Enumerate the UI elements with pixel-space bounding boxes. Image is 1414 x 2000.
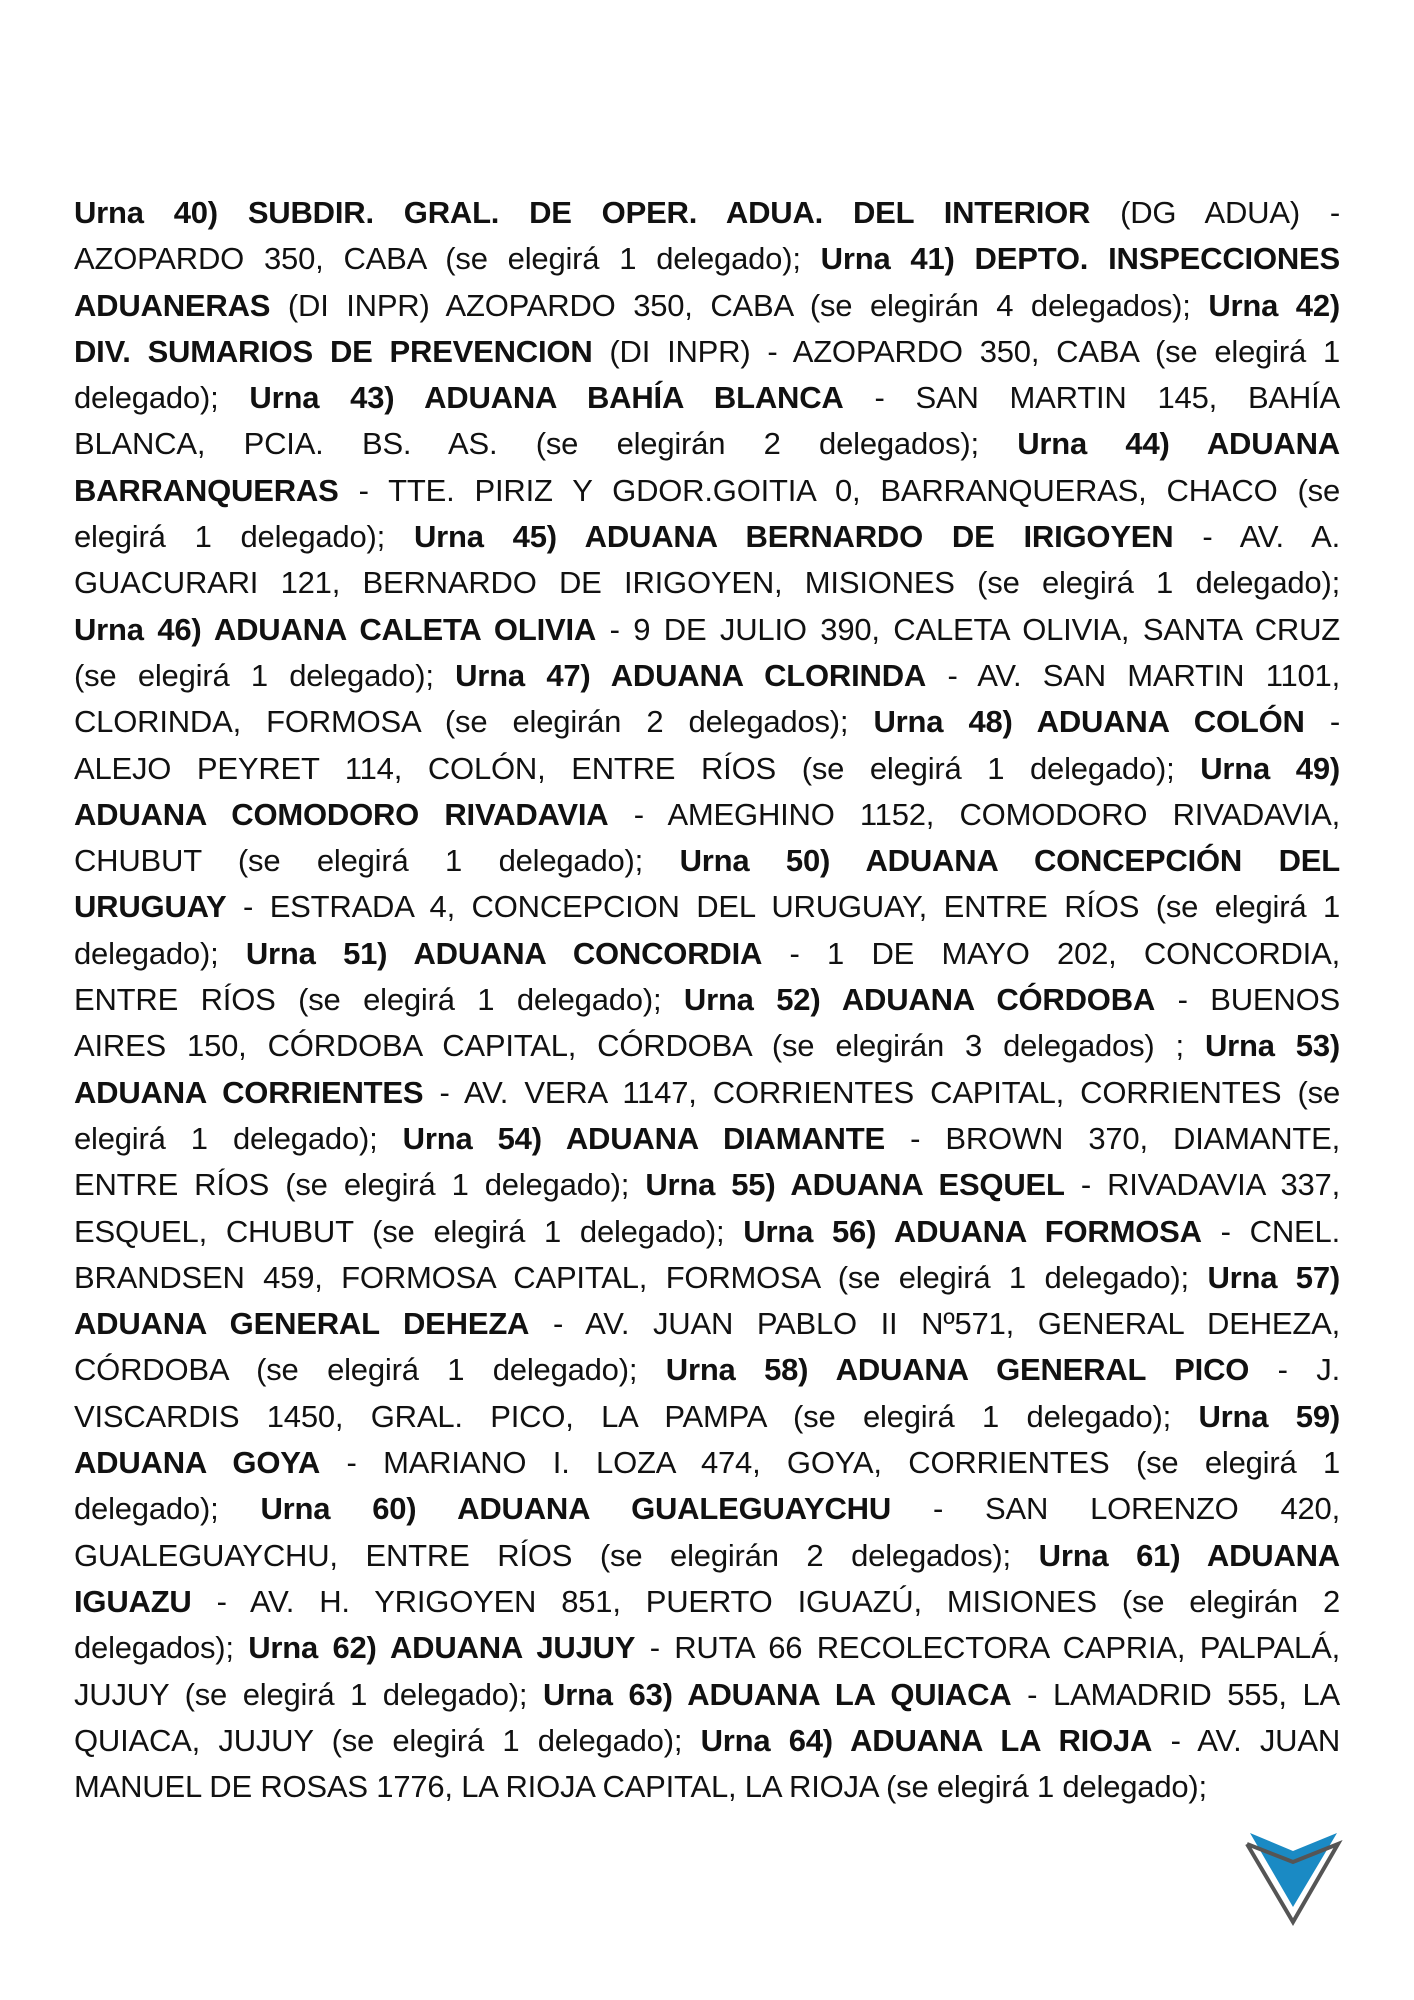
text-line	[74, 283, 1340, 329]
address-text: - SAN LORENZO 420,	[891, 1491, 1340, 1527]
text-line	[74, 1162, 1340, 1208]
text-line	[74, 329, 1340, 375]
text-line	[74, 1116, 1340, 1162]
address-text: - SAN MARTIN 145, BAHÍA	[843, 380, 1340, 416]
urna-heading-text: BARRANQUERAS	[74, 472, 339, 508]
address-text: QUIACA, JUJUY (se elegirá 1 delegado);	[74, 1722, 701, 1758]
urna-heading-text: Urna 61) ADUANA	[1038, 1537, 1340, 1573]
address-text: - 1 DE MAYO 202, CONCORDIA,	[762, 935, 1340, 971]
text-line	[74, 792, 1340, 838]
address-text: - RUTA 66 RECOLECTORA CAPRIA, PALPALÁ,	[635, 1630, 1340, 1666]
text-line	[74, 1301, 1340, 1347]
text-line	[74, 1764, 1340, 1810]
text-line	[74, 468, 1340, 514]
urna-heading-text: ADUANA GENERAL DEHEZA	[74, 1306, 530, 1342]
address-text: - TTE. PIRIZ Y GDOR.GOITIA 0, BARRANQUERAS, CHACO (se	[338, 472, 1340, 508]
chevron-logo-icon	[1238, 1826, 1348, 1931]
address-text: - MARIANO I. LOZA 474, GOYA, CORRIENTES (se elegirá 1	[320, 1445, 1340, 1481]
urna-heading-text: Urna 57)	[1207, 1259, 1340, 1295]
text-line	[74, 1347, 1340, 1393]
address-text: delegados);	[74, 1630, 249, 1666]
text-line	[74, 699, 1340, 745]
urna-heading-text: Urna 40) SUBDIR. GRAL. DE OPER. ADUA. DEL INTERIOR	[74, 195, 1091, 230]
text-line	[74, 190, 1340, 236]
urna-heading-text: Urna 63) ADUANA LA QUIACA	[543, 1676, 1012, 1712]
address-text: BRANDSEN 459, FORMOSA CAPITAL, FORMOSA (se elegirá 1 delegado);	[74, 1259, 1208, 1295]
text-line	[74, 1718, 1340, 1764]
address-text: VISCARDIS 1450, GRAL. PICO, LA PAMPA (se elegirá 1 delegado);	[74, 1398, 1199, 1434]
text-line	[74, 375, 1340, 421]
urna-heading-text: ADUANA COMODORO RIVADAVIA	[74, 796, 609, 832]
text-line	[74, 1486, 1340, 1532]
address-text: delegado);	[74, 1491, 261, 1527]
urna-heading-text: Urna 54) ADUANA DIAMANTE	[402, 1120, 885, 1156]
urna-heading-text: Urna 52) ADUANA CÓRDOBA	[683, 982, 1156, 1018]
text-line	[74, 607, 1340, 653]
address-text: (se elegirá 1 delegado);	[74, 657, 456, 693]
address-text: MANUEL DE ROSAS 1776, LA RIOJA CAPITAL, LA RIOJA (se elegirá 1 delegado);	[74, 1769, 1207, 1805]
urna-heading-text: Urna 46) ADUANA CALETA OLIVIA	[74, 611, 597, 647]
text-line	[74, 1394, 1340, 1440]
address-text: elegirá 1 delegado);	[74, 1120, 403, 1156]
address-text: GUACURARI 121, BERNARDO DE IRIGOYEN, MISIONES (se elegirá 1 delegado);	[74, 565, 1340, 601]
address-text: CÓRDOBA (se elegirá 1 delegado);	[74, 1352, 666, 1388]
text-line	[74, 1070, 1340, 1116]
urna-heading-text: Urna 62) ADUANA JUJUY	[248, 1630, 636, 1666]
urna-heading-text: ADUANA CORRIENTES	[74, 1074, 424, 1110]
urna-heading-text: Urna 47) ADUANA CLORINDA	[455, 657, 927, 693]
urna-heading-text: Urna 49)	[1200, 750, 1340, 786]
urna-heading-text: Urna 55) ADUANA ESQUEL	[645, 1167, 1065, 1203]
urna-heading-text: Urna 50) ADUANA CONCEPCIÓN DEL	[679, 843, 1340, 879]
address-text: (DI INPR) AZOPARDO 350, CABA (se elegirán 4 delegados);	[270, 287, 1209, 323]
urna-heading-text: Urna 42)	[1208, 287, 1340, 323]
urna-heading-text: Urna 43) ADUANA BAHÍA BLANCA	[249, 380, 844, 416]
text-line	[74, 1255, 1340, 1301]
urna-heading-text: ADUANA GOYA	[74, 1445, 321, 1481]
text-line	[74, 1625, 1340, 1671]
text-line	[74, 1209, 1340, 1255]
address-text: ENTRE RÍOS (se elegirá 1 delegado);	[74, 982, 684, 1018]
text-line	[74, 838, 1340, 884]
text-line	[74, 653, 1340, 699]
urna-heading-text: Urna 44) ADUANA	[1017, 426, 1340, 462]
text-line	[74, 1533, 1340, 1579]
urna-heading-text: Urna 59)	[1198, 1398, 1340, 1434]
address-text: - AV. JUAN	[1152, 1722, 1341, 1758]
text-line	[74, 1440, 1340, 1486]
text-line	[74, 1672, 1340, 1718]
address-text: - AV. JUAN PABLO II Nº571, GENERAL DEHEZA,	[529, 1306, 1341, 1342]
urna-heading-text: ADUANERAS	[74, 287, 271, 323]
address-text: AIRES 150, CÓRDOBA CAPITAL, CÓRDOBA (se elegirán 3 delegados) ;	[74, 1028, 1205, 1064]
text-line	[74, 1023, 1340, 1069]
address-text: ENTRE RÍOS (se elegirá 1 delegado);	[74, 1167, 646, 1203]
address-text: AZOPARDO 350, CABA (se elegirá 1 delegado);	[74, 241, 821, 277]
address-text: delegado);	[74, 935, 246, 971]
address-text: - BUENOS	[1155, 982, 1340, 1018]
address-text: - AV. H. YRIGOYEN 851, PUERTO IGUAZÚ, MISIONES (se elegirán 2	[191, 1583, 1340, 1619]
urna-heading-text: URUGUAY	[74, 889, 227, 925]
text-line	[74, 884, 1340, 930]
text-line	[74, 236, 1340, 282]
urna-heading-text: Urna 60) ADUANA GUALEGUAYCHU	[260, 1491, 892, 1527]
address-text: - AV. VERA 1147, CORRIENTES CAPITAL, CORRIENTES (se	[423, 1074, 1340, 1110]
address-text: -	[1304, 704, 1340, 740]
text-line	[74, 421, 1340, 467]
address-text: BLANCA, PCIA. BS. AS. (se elegirán 2 delegados);	[74, 426, 1018, 462]
address-text: elegirá 1 delegado);	[74, 519, 414, 555]
address-text: - RIVADAVIA 337,	[1064, 1167, 1340, 1203]
address-text: CHUBUT (se elegirá 1 delegado);	[74, 843, 680, 879]
urna-heading-text: Urna 45) ADUANA BERNARDO DE IRIGOYEN	[413, 519, 1174, 555]
address-text: delegado);	[74, 380, 250, 416]
address-text: - 9 DE JULIO 390, CALETA OLIVIA, SANTA CRUZ	[596, 611, 1340, 647]
urna-heading-text: IGUAZU	[74, 1583, 192, 1619]
text-line	[74, 1579, 1340, 1625]
urna-heading-text: Urna 58) ADUANA GENERAL PICO	[665, 1352, 1250, 1388]
text-line	[74, 514, 1340, 560]
address-text: JUJUY (se elegirá 1 delegado);	[74, 1676, 544, 1712]
address-text: - AMEGHINO 1152, COMODORO RIVADAVIA,	[608, 796, 1340, 832]
address-text: - ESTRADA 4, CONCEPCION DEL URUGUAY, ENTRE RÍOS (se elegirá 1	[226, 889, 1340, 925]
urna-heading-text: Urna 48) ADUANA COLÓN	[873, 704, 1305, 740]
address-text: - J.	[1249, 1352, 1341, 1388]
address-text: GUALEGUAYCHU, ENTRE RÍOS (se elegirán 2 delegados);	[74, 1537, 1039, 1573]
urna-heading-text: DIV. SUMARIOS DE PREVENCION	[74, 333, 593, 369]
text-line	[74, 931, 1340, 977]
text-line	[74, 560, 1340, 606]
urna-heading-text: Urna 56) ADUANA FORMOSA	[743, 1213, 1202, 1249]
urna-heading-text: Urna 53)	[1204, 1028, 1341, 1064]
address-text: - LAMADRID 555, LA	[1011, 1676, 1341, 1712]
text-line	[74, 977, 1340, 1023]
address-text: ALEJO PEYRET 114, COLÓN, ENTRE RÍOS (se elegirá 1 delegado);	[74, 750, 1201, 786]
urna-heading-text: Urna 51) ADUANA CONCORDIA	[245, 935, 763, 971]
address-text: ESQUEL, CHUBUT (se elegirá 1 delegado);	[74, 1213, 744, 1249]
text-line	[74, 746, 1340, 792]
body-paragraph	[74, 190, 1340, 1810]
address-text: - AV. A.	[1173, 519, 1341, 555]
urna-heading-text: Urna 41) DEPTO. INSPECCIONES	[820, 241, 1340, 277]
address-text: (DI INPR) - AZOPARDO 350, CABA (se elegirá 1	[592, 333, 1340, 369]
address-text: (DG ADUA) -	[1090, 195, 1340, 230]
address-text: - CNEL.	[1201, 1213, 1340, 1249]
urna-heading-text: Urna 64) ADUANA LA RIOJA	[700, 1722, 1153, 1758]
address-text: - BROWN 370, DIAMANTE,	[884, 1120, 1341, 1156]
address-text: CLORINDA, FORMOSA (se elegirán 2 delegados);	[74, 704, 874, 740]
address-text: - AV. SAN MARTIN 1101,	[926, 657, 1340, 693]
